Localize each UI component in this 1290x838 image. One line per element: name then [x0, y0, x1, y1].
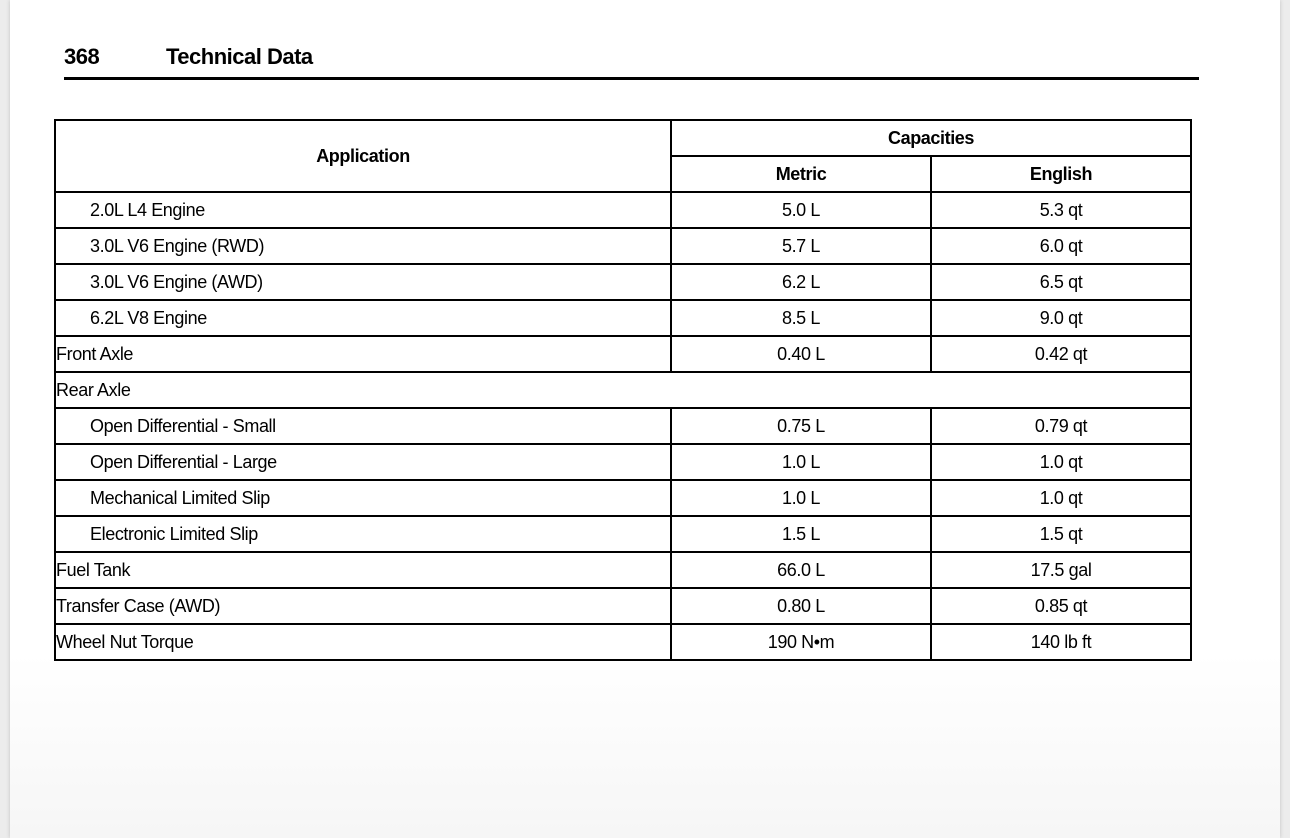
metric-cell: 8.5 L — [671, 300, 931, 336]
table-body — [55, 192, 1191, 660]
table-row — [55, 336, 1191, 372]
metric-cell: 5.7 L — [671, 228, 931, 264]
metric-cell: 1.5 L — [671, 516, 931, 552]
table-row — [55, 300, 1191, 336]
english-cell: 6.5 qt — [931, 264, 1191, 300]
application-cell: Open Differential - Small — [55, 408, 671, 444]
table-row — [55, 588, 1191, 624]
table-row — [55, 192, 1191, 228]
capacities-table — [54, 119, 1192, 661]
english-cell: 140 lb ft — [931, 624, 1191, 660]
english-cell: 1.5 qt — [931, 516, 1191, 552]
metric-cell: 190 N•m — [671, 624, 931, 660]
metric-cell: 66.0 L — [671, 552, 931, 588]
english-cell: 9.0 qt — [931, 300, 1191, 336]
application-cell: 2.0L L4 Engine — [55, 192, 671, 228]
metric-header: Metric — [671, 156, 931, 192]
metric-cell: 0.75 L — [671, 408, 931, 444]
page-number: 368 — [64, 44, 100, 69]
english-cell: 0.85 qt — [931, 588, 1191, 624]
application-cell: 3.0L V6 Engine (AWD) — [55, 264, 671, 300]
table-row — [55, 444, 1191, 480]
metric-cell: 5.0 L — [671, 192, 931, 228]
table-row — [55, 516, 1191, 552]
application-cell: 3.0L V6 Engine (RWD) — [55, 228, 671, 264]
application-cell: Transfer Case (AWD) — [55, 588, 671, 624]
section-title: Technical Data — [166, 44, 313, 69]
capacities-header: Capacities — [671, 120, 1191, 156]
english-header: English — [931, 156, 1191, 192]
table-row — [55, 480, 1191, 516]
application-cell: 6.2L V8 Engine — [55, 300, 671, 336]
application-cell: Front Axle — [55, 336, 671, 372]
table-row — [55, 408, 1191, 444]
table-row — [55, 372, 1191, 408]
application-cell: Electronic Limited Slip — [55, 516, 671, 552]
application-cell: Fuel Tank — [55, 552, 671, 588]
page-header — [64, 40, 1199, 80]
table-row — [55, 552, 1191, 588]
english-cell: 17.5 gal — [931, 552, 1191, 588]
metric-cell: 6.2 L — [671, 264, 931, 300]
application-cell: Open Differential - Large — [55, 444, 671, 480]
english-cell: 1.0 qt — [931, 444, 1191, 480]
english-cell: 0.42 qt — [931, 336, 1191, 372]
application-cell: Rear Axle — [55, 372, 1191, 408]
table-row — [55, 228, 1191, 264]
english-cell: 1.0 qt — [931, 480, 1191, 516]
application-cell: Mechanical Limited Slip — [55, 480, 671, 516]
english-cell: 6.0 qt — [931, 228, 1191, 264]
metric-cell: 0.80 L — [671, 588, 931, 624]
table-row — [55, 624, 1191, 660]
metric-cell: 0.40 L — [671, 336, 931, 372]
application-header: Application — [55, 120, 671, 192]
application-cell: Wheel Nut Torque — [55, 624, 671, 660]
english-cell: 0.79 qt — [931, 408, 1191, 444]
metric-cell: 1.0 L — [671, 444, 931, 480]
metric-cell: 1.0 L — [671, 480, 931, 516]
table-row — [55, 264, 1191, 300]
english-cell: 5.3 qt — [931, 192, 1191, 228]
